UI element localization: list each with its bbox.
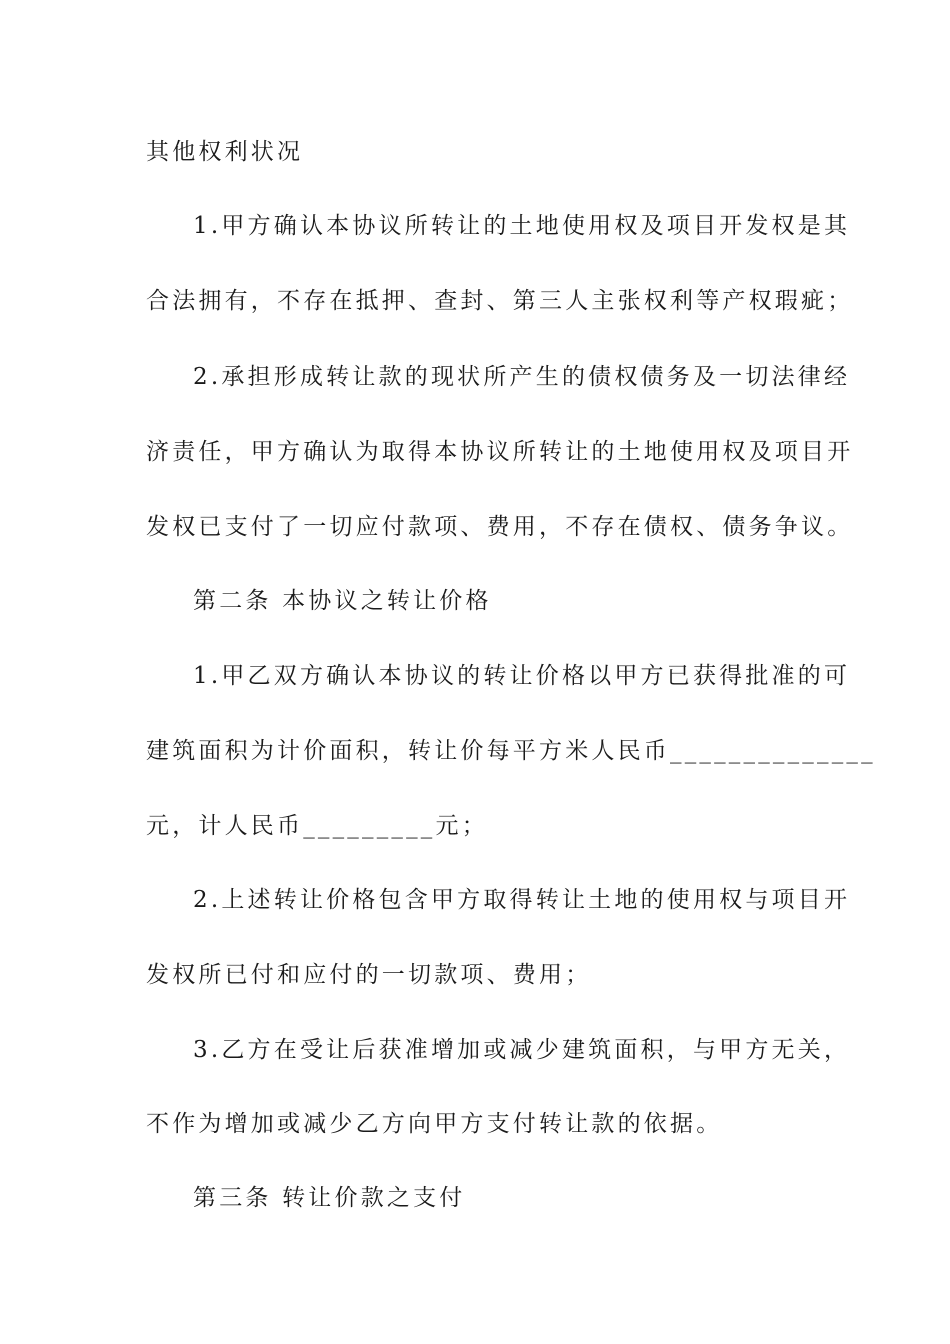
section-heading: 第二条 本协议之转让价格 [193, 588, 492, 614]
text-line: 其他权利状况 [146, 139, 304, 165]
text-line: 发权所已付和应付的一切款项、费用； [146, 962, 592, 988]
text-line: 3.乙方在受让后获准增加或减少建筑面积，与甲方无关， [193, 1037, 851, 1063]
text-line: 济责任，甲方确认为取得本协议所转让的土地使用权及项目开 [146, 439, 854, 465]
text-line: 1.甲乙双方确认本协议的转让价格以甲方已获得批准的可 [193, 663, 851, 689]
text-line: 2.承担形成转让款的现状所产生的债权债务及一切法律经 [193, 364, 851, 390]
section-heading: 第三条 转让价款之支付 [193, 1185, 466, 1211]
text-line: 1.甲方确认本协议所转让的土地使用权及项目开发权是其 [193, 213, 851, 239]
text-line: 建筑面积为计价面积，转让价每平方米人民币______________ [146, 738, 876, 764]
text-line: 元，计人民币_________元； [146, 813, 488, 839]
text-line: 2.上述转让价格包含甲方取得转让土地的使用权与项目开 [193, 887, 851, 913]
text-line: 发权已支付了一切应付款项、费用，不存在债权、债务争议。 [146, 514, 854, 540]
text-line: 不作为增加或减少乙方向甲方支付转让款的依据。 [146, 1111, 723, 1137]
text-line: 合法拥有，不存在抵押、查封、第三人主张权利等产权瑕疵； [146, 288, 854, 314]
